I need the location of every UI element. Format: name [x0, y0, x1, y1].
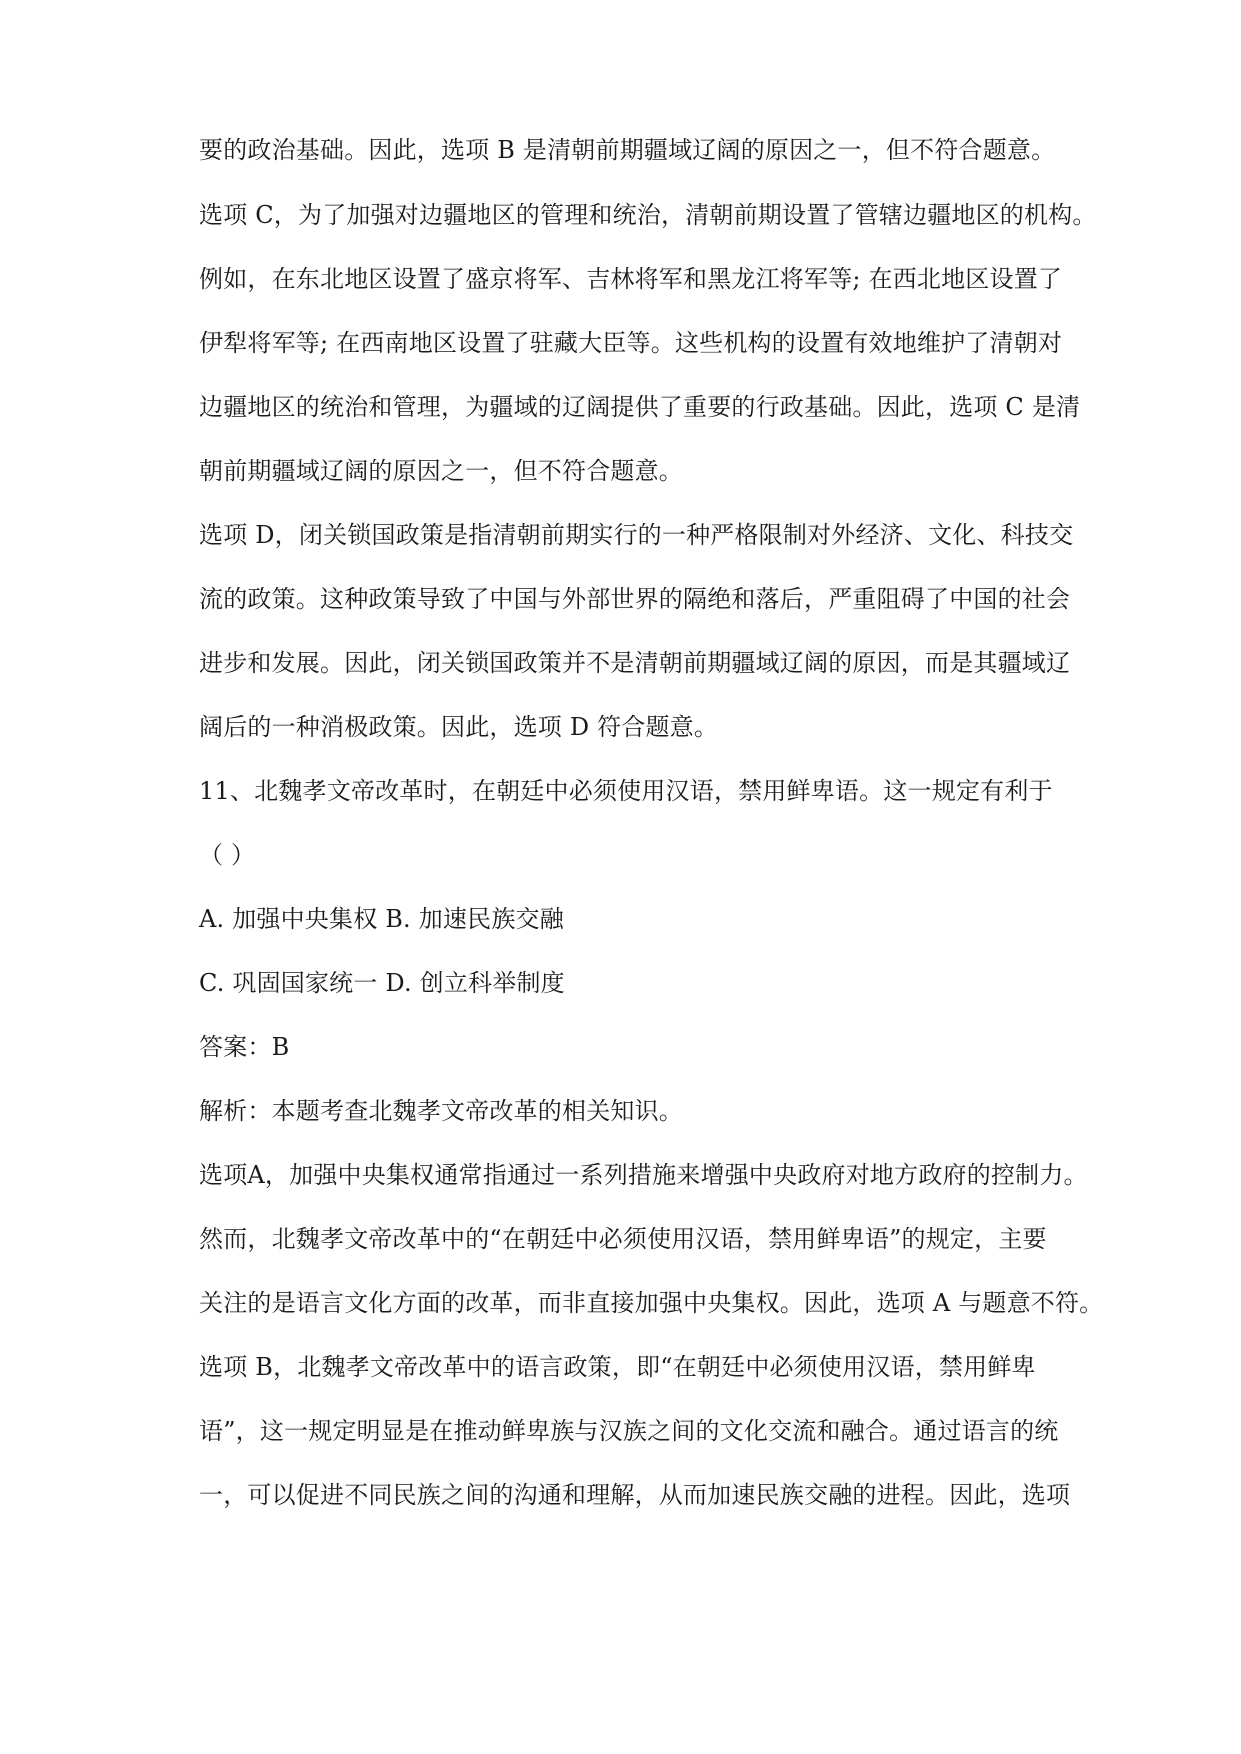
- text-line: 选项A，加强中央集权通常指通过一系列措施来增强中央政府对地方政府的控制力。: [199, 1161, 1088, 1189]
- analysis-line: 解析：本题考查北魏孝文帝改革的相关知识。: [199, 1097, 683, 1125]
- question-blank: （ ）: [199, 841, 256, 869]
- answer-line: 答案：B: [199, 1033, 290, 1061]
- text-line: 选项 B，北魏孝文帝改革中的语言政策，即“在朝廷中必须使用汉语，禁用鲜卑: [199, 1353, 1036, 1381]
- text-line: 语”，这一规定明显是在推动鲜卑族与汉族之间的文化交流和融合。通过语言的统: [199, 1417, 1059, 1445]
- question-line: 11、北魏孝文帝改革时，在朝廷中必须使用汉语，禁用鲜卑语。这一规定有利于: [199, 777, 1053, 805]
- text-line: 进步和发展。因此，闭关锁国政策并不是清朝前期疆域辽阔的原因，而是其疆域辽: [199, 649, 1071, 677]
- text-line: 选项 D，闭关锁国政策是指清朝前期实行的一种严格限制对外经济、文化、科技交: [199, 521, 1074, 549]
- text-line: 例如，在东北地区设置了盛京将军、吉林将军和黑龙江将军等; 在西北地区设置了: [199, 265, 1063, 293]
- text-line: 伊犁将军等; 在西南地区设置了驻藏大臣等。这些机构的设置有效地维护了清朝对: [199, 329, 1063, 357]
- text-line: 朝前期疆域辽阔的原因之一，但不符合题意。: [199, 457, 683, 485]
- text-line: 选项 C，为了加强对边疆地区的管理和统治，清朝前期设置了管辖边疆地区的机构。: [199, 201, 1097, 229]
- text-line: 然而，北魏孝文帝改革中的“在朝廷中必须使用汉语，禁用鲜卑语”的规定，主要: [199, 1225, 1047, 1253]
- text-line: 阔后的一种消极政策。因此，选项 D 符合题意。: [199, 713, 719, 741]
- text-line: 边疆地区的统治和管理，为疆域的辽阔提供了重要的行政基础。因此，选项 C 是清: [199, 393, 1081, 421]
- text-line: 一，可以促进不同民族之间的沟通和理解，从而加速民族交融的进程。因此，选项: [199, 1481, 1071, 1509]
- text-line: 关注的是语言文化方面的改革，而非直接加强中央集权。因此，选项 A 与题意不符。: [199, 1289, 1104, 1317]
- choices-line: A. 加强中央集权 B. 加速民族交融: [199, 905, 564, 933]
- text-line: 流的政策。这种政策导致了中国与外部世界的隔绝和落后，严重阻碍了中国的社会: [199, 585, 1071, 613]
- text-line: 要的政治基础。因此，选项 B 是清朝前期疆域辽阔的原因之一，但不符合题意。: [199, 136, 1056, 164]
- choices-line: C. 巩固国家统一 D. 创立科举制度: [199, 969, 565, 997]
